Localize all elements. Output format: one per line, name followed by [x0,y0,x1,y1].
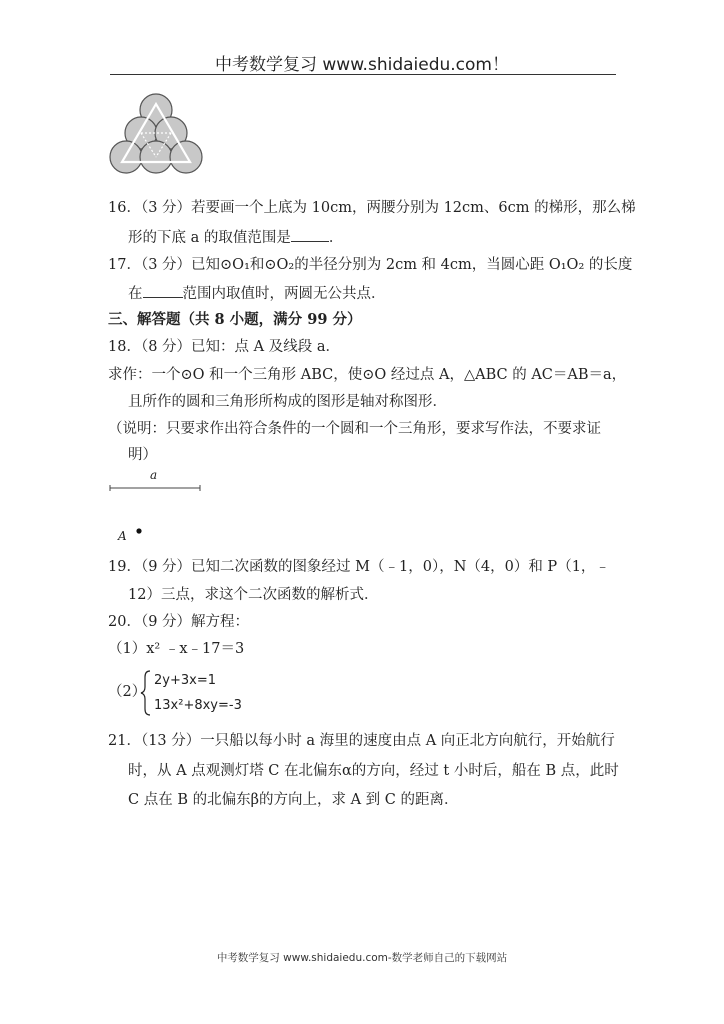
q16-text: 形的下底 a 的取值范围是 [128,230,291,246]
q18-line4: （说明：只要求作出符合条件的一个圆和一个三角形，要求写作法，不要求证 [108,421,601,437]
q17-post: 范围内取值时，两圆无公共点． [182,286,386,302]
q16-line1: 16．（3 分）若要画一个上底为 10cm，两腰分别为 12cm、6cm 的梯形，那么梯 [108,200,636,216]
q21-line1: 21．（13 分）一只船以每小时 a 海里的速度由点 A 向正北方向航行，开始航行 [108,733,615,749]
q17-line2 [128,283,386,304]
page-footer: 中考数学复习 www.shidaiedu.com-数学老师自己的下载网站 [216,952,508,964]
q21-line3: C 点在 B 的北偏东β的方向上，求 A 到 C 的距离． [128,792,459,808]
q18-line5: 明） [128,447,157,463]
q21-line2: 时，从 A 点观测灯塔 C 在北偏东α的方向，经过 t 小时后，船在 B 点，此时 [128,763,619,779]
header-divider [110,74,616,75]
point-label: A [118,529,127,543]
section-heading: 三、解答题（共 8 小题，满分 99 分） [108,311,362,328]
q19-line1: 19．（9 分）已知二次函数的图象经过 M（﹣1，0），N（4，0）和 P（1，﹣ [108,559,610,575]
system-eq1: 2y+3x=1 [154,673,216,688]
q19-line2: 12）三点，求这个二次函数的解析式． [128,587,379,603]
system-eq2: 13x²+8xy=-3 [154,698,242,713]
segment-label: a [150,468,158,482]
segment-and-point-figure [108,468,208,546]
q18-line1: 18．（8 分）已知：点 A 及线段 a． [108,339,340,355]
q20-part2-label: （2） [108,684,147,700]
q20-line1: 20．（9 分）解方程： [108,614,250,630]
point-a-dot [136,528,141,533]
q20-part1: （1）x² ﹣x﹣17＝3 [108,641,245,657]
answer-blank [143,283,183,298]
q18-line3: 且所作的圆和三角形所构成的图形是轴对称图形． [128,394,447,410]
answer-blank [291,227,329,242]
left-brace-icon [140,670,152,716]
circles-triangle-figure [108,92,204,176]
q17-pre: 在 [128,286,143,302]
q16-line2: 形的下底 a 的取值范围是 ． [128,227,343,248]
q17-line1: 17．（3 分）已知⊙O₁和⊙O₂的半径分别为 2cm 和 4cm，当圆心距 O₁O₂ 的长度 [108,257,633,273]
page-header-title: 中考数学复习 www.shidaiedu.com！ [215,55,509,75]
q18-line2: 求作：一个⊙O 和一个三角形 ABC，使⊙O 经过点 A，△ABC 的 AC＝AB＝a， [108,367,627,383]
